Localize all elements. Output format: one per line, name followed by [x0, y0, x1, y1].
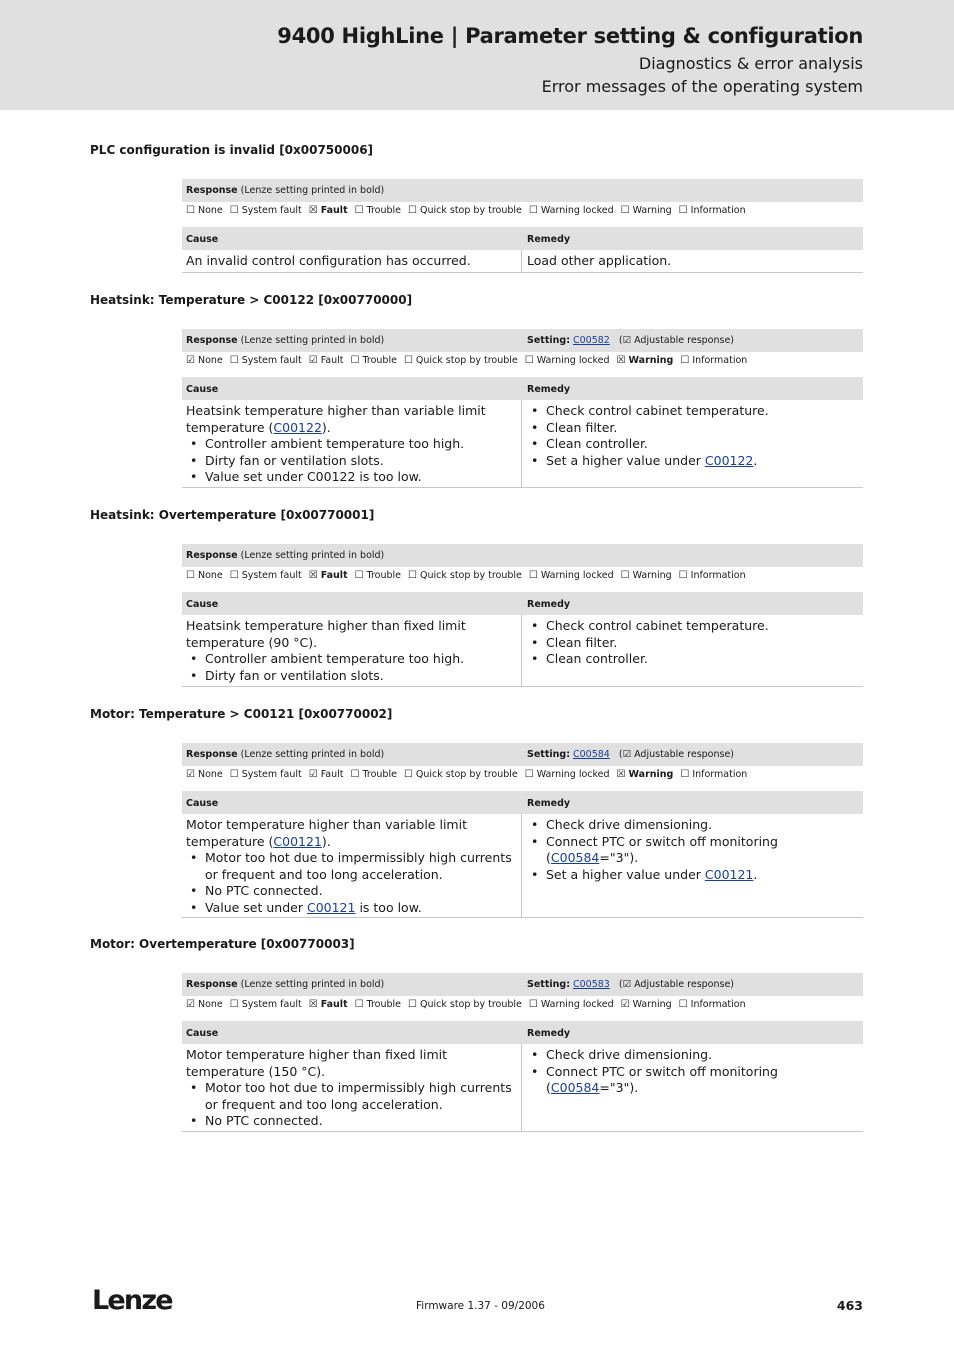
checkbox-icon: ☐	[528, 205, 538, 216]
table-header: Cause Remedy	[182, 227, 863, 250]
checkbox-icon: ☐	[620, 570, 630, 581]
list-item: • Dirty fan or ventilation slots.	[186, 453, 516, 470]
response-header: Response (Lenze setting printed in bold) Setting: C00584 (☑ Adjustable response)	[182, 743, 863, 766]
setting-code-link[interactable]: C00584	[573, 749, 610, 760]
response-header: Response (Lenze setting printed in bold) Setting: C00582 (☑ Adjustable response)	[182, 329, 863, 352]
table-header: Cause Remedy	[182, 1021, 863, 1044]
checkbox-icon: ☐	[678, 999, 688, 1010]
list-item: • Check control cabinet temperature.	[527, 403, 857, 420]
remedy-cell	[527, 1047, 857, 1097]
list-item: • Motor too hot due to impermissibly high currents or frequent and too long acceleration.	[186, 1080, 516, 1113]
checkbox-icon: ☒	[308, 570, 318, 581]
cause-cell: Motor temperature higher than fixed limit temperature (150 °C). • Motor too hot due to impermissibly high currents or frequent and too long acceleration. • No PTC connected.	[186, 1047, 516, 1130]
cause-cell: An invalid control configuration has occurred.	[186, 253, 471, 268]
checkbox-icon: ☐	[229, 570, 239, 581]
parameter-link[interactable]: C00584	[550, 850, 600, 865]
list-item: • Check drive dimensioning.	[527, 817, 857, 834]
checkbox-icon: ☐	[229, 999, 239, 1010]
list-item: • Clean controller.	[527, 651, 857, 668]
checkbox-icon: ☑	[186, 769, 195, 780]
checkbox-icon: ☑	[308, 355, 318, 366]
firmware-version: Firmware 1.37 - 09/2006	[416, 1300, 545, 1312]
list-item: • Set a higher value under C00122.	[527, 453, 857, 470]
setting-code-link[interactable]: C00583	[573, 979, 610, 990]
list-item: • Connect PTC or switch off monitoring (C00584="3").	[527, 1064, 857, 1097]
remedy-cell	[527, 817, 857, 883]
checkbox-icon: ☑	[186, 999, 195, 1010]
checkbox-icon: ☐	[408, 570, 417, 581]
parameter-link[interactable]: C00584	[550, 1080, 600, 1095]
list-item: • No PTC connected.	[186, 883, 516, 900]
section-heading: Motor: Temperature > C00121 [0x00770002]	[90, 707, 393, 721]
response-options: ☑ None ☐ System fault ☒ Fault ☐ Trouble ☐ Quick stop by trouble ☐ Warning locked ☑ Warning ☐ Information	[186, 999, 746, 1010]
cause-cell: Motor temperature higher than variable limit temperature (C00121). • Motor too hot due to impermissibly high currents or frequent and too long acceleration. • No PTC connected. • Value set under C00121 is too low.	[186, 817, 516, 916]
table-row	[182, 250, 863, 273]
section-heading: PLC configuration is invalid [0x00750006]	[90, 143, 374, 157]
parameter-link[interactable]: C00122	[273, 419, 322, 435]
checkbox-icon: ☐	[354, 205, 364, 216]
list-item: • Motor too hot due to impermissibly high currents or frequent and too long acceleration.	[186, 850, 516, 883]
list-item: • Clean controller.	[527, 436, 857, 453]
checkbox-icon: ☐	[403, 355, 413, 366]
checkbox-icon: ☒	[308, 205, 318, 216]
checkbox-icon: ☐	[350, 769, 360, 780]
checkbox-icon: ☐	[528, 570, 538, 581]
list-item: • Value set under C00122 is too low.	[186, 469, 516, 486]
checkbox-icon: ☐	[620, 205, 630, 216]
section-heading: Motor: Overtemperature [0x00770003]	[90, 937, 355, 951]
section-heading: Heatsink: Temperature > C00122 [0x00770000]	[90, 293, 413, 307]
checkbox-icon: ☐	[229, 355, 239, 366]
response-options: ☑ None ☐ System fault ☑ Fault ☐ Trouble ☐ Quick stop by trouble ☐ Warning locked ☒ Warning ☐ Information	[186, 355, 748, 366]
response-options: ☐ None ☐ System fault ☒ Fault ☐ Trouble ☐ Quick stop by trouble ☐ Warning locked ☐ Warning ☐ Information	[186, 570, 746, 581]
chapter-title: Diagnostics & error analysis	[638, 54, 863, 73]
response-header: Response (Lenze setting printed in bold)	[182, 544, 863, 567]
list-item: • Set a higher value under C00121.	[527, 867, 857, 884]
document-title: 9400 HighLine | Parameter setting & configuration	[277, 24, 863, 48]
parameter-link[interactable]: C00121	[273, 833, 322, 849]
checkbox-icon: ☐	[229, 205, 239, 216]
table-row	[182, 615, 863, 687]
list-item: • Clean filter.	[527, 420, 857, 437]
checkbox-icon: ☐	[408, 205, 417, 216]
list-item: • Value set under C00121 is too low.	[186, 900, 516, 917]
response-header: Response (Lenze setting printed in bold)	[182, 179, 863, 202]
list-item: • Dirty fan or ventilation slots.	[186, 668, 516, 685]
checkbox-icon: ☐	[408, 999, 417, 1010]
response-options: ☐ None ☐ System fault ☒ Fault ☐ Trouble ☐ Quick stop by trouble ☐ Warning locked ☐ Warning ☐ Information	[186, 205, 746, 216]
checkbox-icon: ☐	[354, 570, 364, 581]
checkbox-icon: ☑	[620, 999, 630, 1010]
table-row	[182, 400, 863, 488]
list-item: • Controller ambient temperature too high.	[186, 651, 516, 668]
checkbox-icon: ☐	[403, 769, 413, 780]
cause-cell: Heatsink temperature higher than variable limit temperature (C00122). • Controller ambient temperature too high. • Dirty fan or ventilation slots. • Value set under C00122 is too low.	[186, 403, 516, 486]
table-row	[182, 814, 863, 918]
list-item: • Check control cabinet temperature.	[527, 618, 857, 635]
checkbox-icon: ☐	[524, 769, 534, 780]
cause-cell: Heatsink temperature higher than fixed limit temperature (90 °C). • Controller ambient temperature too high. • Dirty fan or ventilation slots.	[186, 618, 516, 684]
page-number: 463	[836, 1298, 863, 1313]
setting-code-link[interactable]: C00582	[573, 335, 610, 346]
checkbox-icon: ☐	[678, 570, 688, 581]
list-item: • No PTC connected.	[186, 1113, 516, 1130]
table-header: Cause Remedy	[182, 592, 863, 615]
checkbox-icon: ☐	[528, 999, 538, 1010]
list-item: • Clean filter.	[527, 635, 857, 652]
checkbox-icon: ☐	[186, 205, 195, 216]
checkbox-icon: ☑	[308, 769, 318, 780]
remedy-cell: Load other application.	[527, 253, 672, 268]
checkbox-icon: ☐	[524, 355, 534, 366]
response-options: ☑ None ☐ System fault ☑ Fault ☐ Trouble ☐ Quick stop by trouble ☐ Warning locked ☒ Warning ☐ Information	[186, 769, 748, 780]
checkbox-icon: ☒	[616, 355, 626, 366]
checkbox-icon: ☑	[186, 355, 195, 366]
section-title: Error messages of the operating system	[541, 77, 863, 96]
remedy-cell	[527, 403, 857, 469]
checkbox-icon: ☐	[678, 205, 688, 216]
list-item: • Controller ambient temperature too high.	[186, 436, 516, 453]
table-header: Cause Remedy	[182, 791, 863, 814]
list-item: • Connect PTC or switch off monitoring (C00584="3").	[527, 834, 857, 867]
checkbox-icon: ☒	[616, 769, 626, 780]
section-heading: Heatsink: Overtemperature [0x00770001]	[90, 508, 375, 522]
checkbox-icon: ☐	[186, 570, 195, 581]
remedy-cell	[527, 618, 857, 668]
response-header: Response (Lenze setting printed in bold) Setting: C00583 (☑ Adjustable response)	[182, 973, 863, 996]
list-item: • Check drive dimensioning.	[527, 1047, 857, 1064]
parameter-link[interactable]: C00122	[704, 452, 754, 468]
checkbox-icon: ☐	[229, 769, 239, 780]
table-header: Cause Remedy	[182, 377, 863, 400]
page-header	[0, 0, 954, 110]
checkbox-icon: ☒	[308, 999, 318, 1010]
table-row	[182, 1044, 863, 1132]
parameter-link[interactable]: C00121	[704, 866, 754, 882]
checkbox-icon: ☐	[350, 355, 360, 366]
checkbox-icon: ☐	[354, 999, 364, 1010]
checkbox-icon: ☐	[680, 355, 690, 366]
parameter-link[interactable]: C00121	[306, 899, 356, 915]
checkbox-icon: ☐	[680, 769, 690, 780]
lenze-logo: Lenze	[92, 1285, 172, 1316]
